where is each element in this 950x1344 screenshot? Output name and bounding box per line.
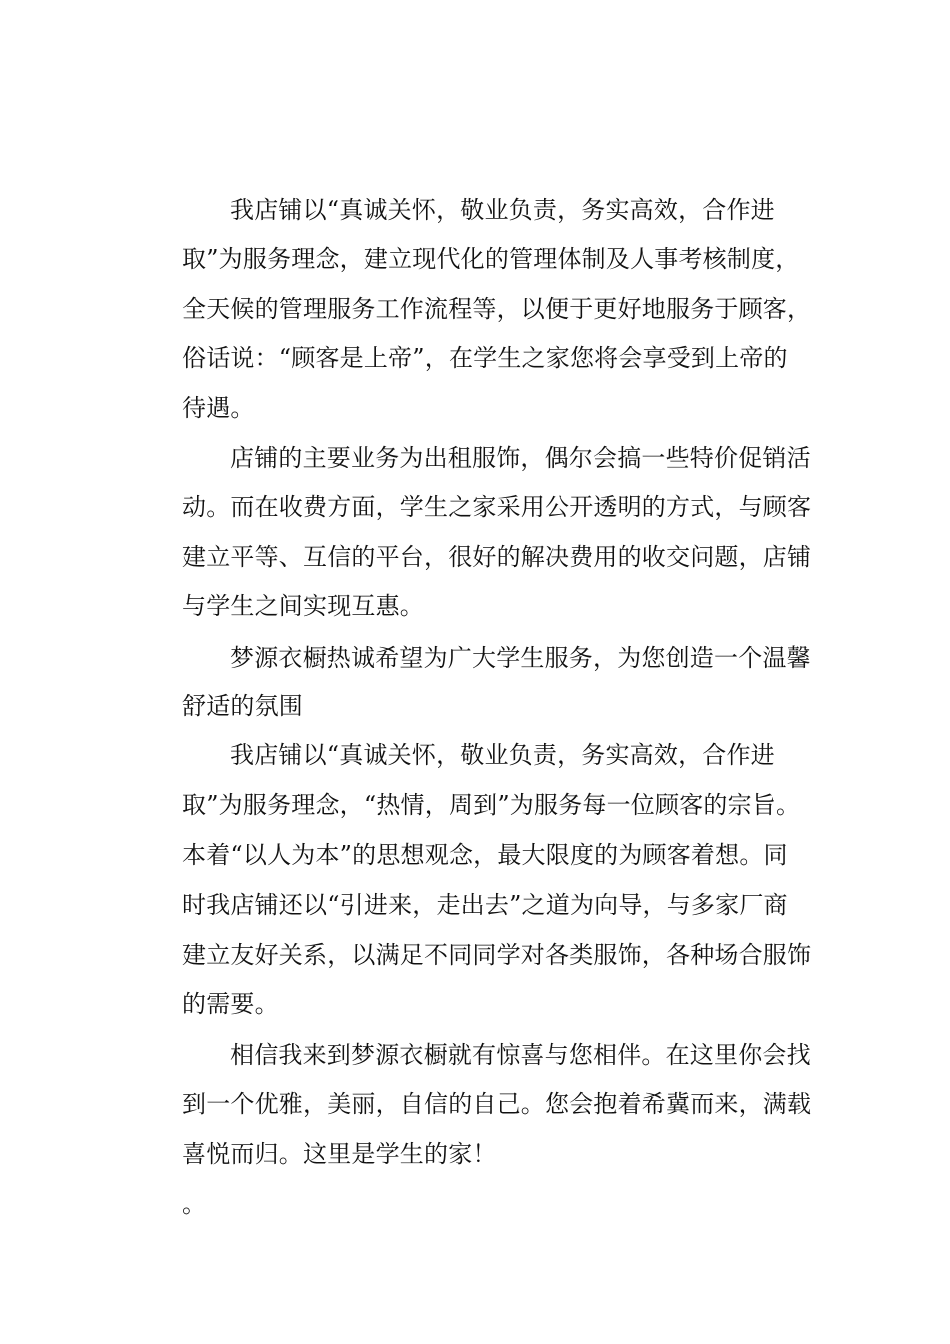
paragraph-4-line-6: 的需要。	[182, 990, 279, 1018]
paragraph-1-line-3: 全天候的管理服务工作流程等，以便于更好地服务于顾客，	[182, 295, 812, 323]
paragraph-1-line-2: 取”为服务理念，建立现代化的管理体制及人事考核制度，	[182, 245, 800, 273]
paragraph-4-line-1: 我店铺以“真诚关怀，敬业负责，务实高效，合作进	[230, 741, 775, 769]
paragraph-3-line-1: 梦源衣橱热诚希望为广大学生服务，为您创造一个温馨	[230, 644, 811, 672]
paragraph-2-line-3: 建立平等、互信的平台，很好的解决费用的收交问题，店铺	[182, 543, 812, 571]
paragraph-4-line-4: 时我店铺还以“引进来，走出去”之道为向导，与多家厂商	[182, 891, 788, 919]
paragraph-5-line-3: 喜悦而归。这里是学生的家！	[182, 1140, 497, 1168]
paragraph-3-line-2: 舒适的氛围	[182, 692, 303, 720]
paragraph-4-line-5: 建立友好关系，以满足不同同学对各类服饰，各种场合服饰	[182, 941, 812, 969]
paragraph-2-line-2: 动。而在收费方面，学生之家采用公开透明的方式，与顾客	[182, 493, 812, 521]
paragraph-6-line-1: 。	[182, 1190, 207, 1218]
paragraph-5-line-2: 到一个优雅，美丽，自信的自己。您会抱着希冀而来，满载	[182, 1090, 812, 1118]
paragraph-2-line-1: 店铺的主要业务为出租服饰，偶尔会搞一些特价促销活	[230, 444, 811, 472]
paragraph-5-line-1: 相信我来到梦源衣橱就有惊喜与您相伴。在这里你会找	[230, 1041, 811, 1069]
paragraph-1-line-5: 待遇。	[182, 394, 255, 422]
paragraph-1-line-4: 俗话说：“顾客是上帝”，在学生之家您将会享受到上帝的	[182, 344, 788, 372]
paragraph-4-line-3: 本着“以人为本”的思想观念，最大限度的为顾客着想。同	[182, 841, 788, 869]
paragraph-2-line-4: 与学生之间实现互惠。	[182, 592, 424, 620]
paragraph-1-line-1: 我店铺以“真诚关怀，敬业负责，务实高效，合作进	[230, 196, 775, 224]
paragraph-4-line-2: 取”为服务理念，“热情，周到”为服务每一位顾客的宗旨。	[182, 791, 801, 819]
